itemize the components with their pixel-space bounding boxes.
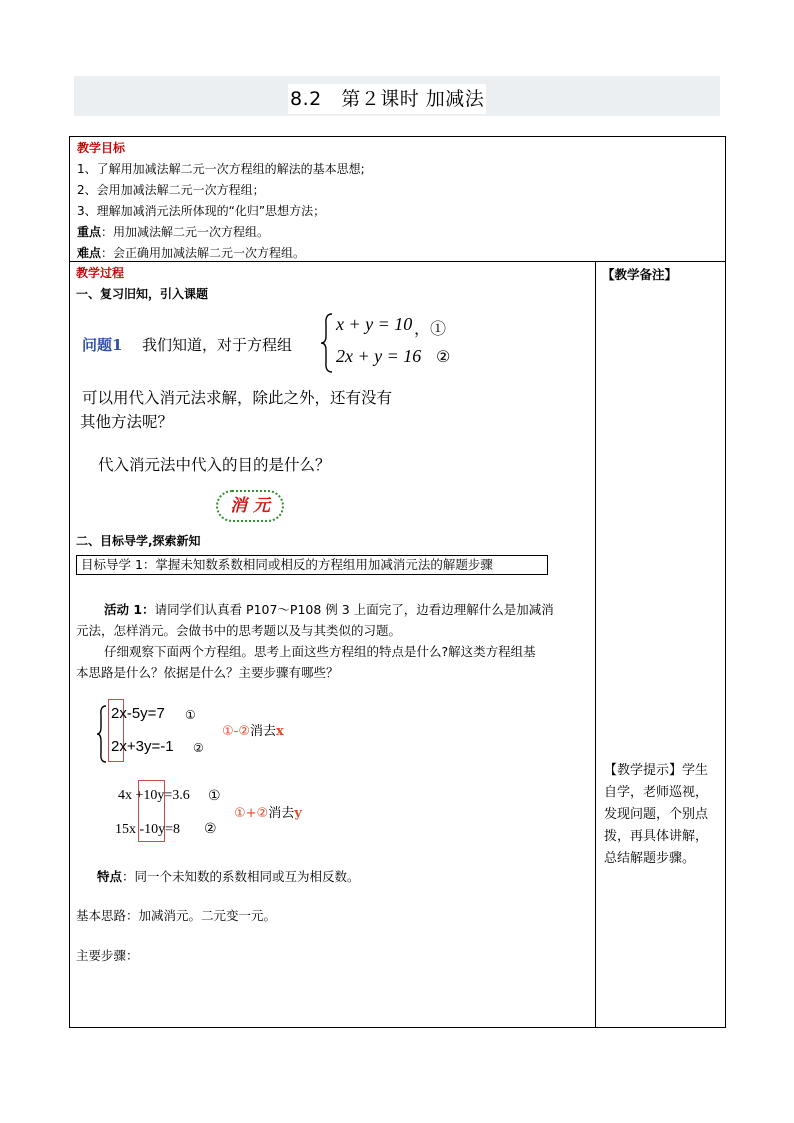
notes-box	[595, 261, 726, 1028]
goals-heading: 教学目标	[77, 141, 126, 155]
section-1-heading: 一、复习旧知，引入课题	[76, 287, 209, 301]
activity-label: 活动 1：	[104, 602, 155, 617]
key-text: ：用加减法解二元一次方程组。	[101, 225, 270, 239]
key-point	[77, 222, 269, 243]
systemB-operation	[234, 802, 302, 821]
difficulty-label: 难点	[77, 246, 102, 260]
systemB-op-var: y	[294, 806, 302, 821]
systemB-op: ①+②	[234, 806, 269, 821]
system1-eq1: x + y = 10	[336, 314, 413, 334]
difficulty-text: ：会正确用加减法解二元一次方程组。	[101, 246, 306, 260]
observe-line-1: 仔细观察下面两个方程组。思考上面这些方程组的特点是什么?解这类方程组基	[104, 644, 536, 659]
systemA-eq2: 2x+3y=-1	[111, 738, 174, 755]
systemA-op-text: 消去	[250, 724, 277, 739]
question-text: 我们知道，对于方程组	[142, 336, 293, 354]
system1-eq2: 2x + y = 16	[336, 346, 422, 366]
goal-item-3: 3、理解加减消元法所体现的“化归”思想方法；	[77, 204, 326, 218]
brace-icon	[96, 704, 108, 764]
systemA-eq1: 2x-5y=7	[111, 705, 165, 722]
process-heading: 教学过程	[76, 266, 125, 280]
feature-text: ：同一个未知数的系数相同或互为相反数。	[122, 869, 360, 884]
systemA-operation	[222, 720, 284, 739]
notes-heading: 【教学备注】	[602, 267, 678, 282]
basic-idea: 基本思路：加减消元。二元变一元。	[76, 908, 277, 923]
systemB-eq2: 15x -10y=8	[115, 822, 181, 837]
main-steps: 主要步骤：	[76, 948, 139, 963]
paragraph-2: 代入消元法中代入的目的是什么？	[98, 456, 331, 474]
guide-box: 目标导学 1：掌握未知数系数相同或相反的方程组用加减消元法的解题步骤	[76, 555, 548, 575]
goal-item-1: 1、了解用加减法解二元一次方程组的解法的基本思想;	[77, 162, 365, 176]
systemB-eq1-tag: ①	[208, 788, 221, 804]
brace-icon	[320, 312, 334, 374]
paragraph-1-line-1: 可以用代入消元法求解，除此之外，还有没有	[82, 389, 393, 407]
observe-line-2: 本思路是什么？依据是什么？主要步骤有哪些？	[76, 665, 339, 680]
system1-eq2-tag: ②	[436, 347, 451, 366]
question-label: 问题1	[82, 336, 123, 354]
activity-line-2: 元法，怎样消元。会做书中的思考题以及与其类似的习题。	[76, 623, 402, 638]
feature-label: 特点	[97, 869, 123, 884]
paragraph-1-line-2: 其他方法呢？	[80, 413, 174, 431]
systemA-eq2-tag: ②	[193, 741, 204, 755]
activity-text-1: 请同学们认真看 P107～P108 例 3 上面完了，边看边理解什么是加减消	[154, 602, 554, 617]
teaching-hint: 【教学提示】学生自学，老师巡视，发现问题，个别点拨，再具体讲解，总结解题步骤。	[604, 763, 709, 866]
systemA-eq1-tag: ①	[185, 708, 196, 722]
systemB-eq1: 4x +10y=3.6	[118, 788, 190, 803]
systemA-op-var: x	[276, 724, 284, 739]
key-label: 重点	[77, 225, 102, 239]
systemB-eq2-tag: ②	[204, 821, 217, 837]
goal-item-2: 2、会用加减法解二元一次方程组；	[77, 183, 265, 197]
activity-line-1	[104, 600, 554, 618]
system1-eq1-tag: ，①	[414, 319, 447, 338]
goals-box	[69, 136, 726, 262]
page-title: 8.2 第２课时 加减法	[288, 84, 486, 114]
systemA-op: ①-②	[222, 724, 250, 739]
section-2-heading: 二、目标导学,探索新知	[76, 534, 201, 548]
feature-line	[97, 867, 360, 885]
systemB-op-text: 消去	[268, 806, 295, 821]
elimination-badge: 消 元	[216, 490, 284, 522]
